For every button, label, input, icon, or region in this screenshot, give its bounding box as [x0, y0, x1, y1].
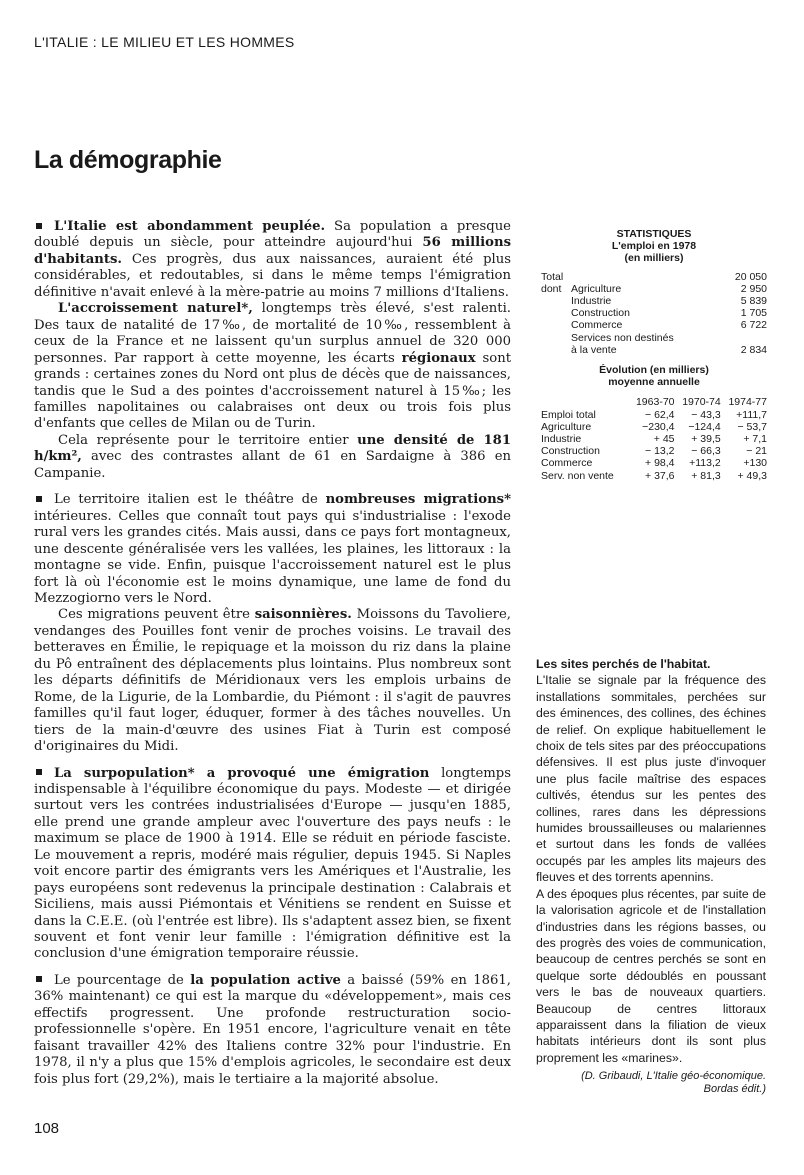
row-label: Services non destinés [571, 331, 674, 344]
page-number: 108 [34, 1120, 60, 1137]
employment-row [541, 344, 767, 356]
column-header: 1974-77 [728, 396, 767, 409]
employment-row [541, 307, 767, 319]
row-value: − 21 [746, 445, 767, 458]
row-label: Agriculture [571, 282, 622, 295]
evolution-table-title: Évolution (en milliers) [599, 364, 709, 377]
row-value: 2 834 [740, 343, 767, 356]
row-label: Serv. non vente [541, 469, 614, 482]
row-value: 20 050 [734, 270, 767, 283]
row-prefix: dont [541, 282, 562, 295]
employment-row [541, 283, 767, 295]
row-value: − 62,4 [645, 408, 675, 421]
row-value: − 43,3 [691, 408, 721, 421]
row-prefix: Total [541, 270, 564, 283]
row-value: +113,2 [689, 457, 721, 470]
row-value: 1 705 [740, 307, 767, 320]
paragraph-density: Cela représente pour le territoire entier une densité de 181 h/km², avec des contrastes allant de 61 en Sardaigne à 386 en Campanie. [34, 432, 511, 481]
row-label: Commerce [541, 457, 593, 470]
evolution-row [541, 457, 767, 469]
row-value: +130 [743, 457, 767, 470]
statistics-box [541, 228, 767, 482]
employment-table-subtitle: (en milliers) [624, 252, 684, 265]
employment-row [541, 271, 767, 283]
row-value: + 37,6 [645, 469, 675, 482]
evolution-row [541, 409, 767, 421]
row-label: Commerce [571, 319, 623, 332]
row-label: à la vente [571, 343, 617, 356]
row-prefix [541, 319, 571, 331]
row-value: + 7,1 [743, 433, 767, 446]
page-title: La démographie [34, 146, 222, 174]
evolution-table-subtitle: moyenne annuelle [608, 376, 700, 389]
employment-table-title: L'emploi en 1978 [611, 240, 697, 253]
row-value: − 13,2 [645, 445, 675, 458]
column-header: 1963-70 [635, 396, 675, 409]
sidebar-source: (D. Gribaudi, L'Italie géo-économique. Bordas édit.) [581, 1070, 766, 1096]
row-value: 6 722 [740, 319, 767, 332]
paragraph-population: L'Italie est abondamment peuplée. Sa population a presque doublé depuis un siècle, pour atteindre aujourd'hui 56 millions d'habitants. Ces progrès, dus aux naissances, auraient été plus considérables, et redoutables, si dans le même temps l'émigration définitive n'avait enlevé à la mère-patrie au moins 7 millions d'Italiens. [34, 219, 511, 300]
employment-row [541, 319, 767, 331]
row-value: − 66,3 [691, 445, 721, 458]
row-label: Industrie [541, 433, 582, 446]
sidebar-paragraph: A des époques plus récentes, par suite de la valorisation agricole et de l'installation d'industries dans les régions basses, ou des progrès des voies de communication, beaucoup de centres perchés se sont en quelque sorte dédoublés en poussant vers le bas de nouveaux quartiers. Beaucoup de centres littoraux apparaissent dans la filiation de vieux habitats intérieurs dont ils sont plus proprement les «marines». [536, 886, 766, 1065]
row-label [571, 271, 720, 283]
row-value: + 45 [653, 433, 675, 446]
evolution-row [541, 421, 767, 433]
sidebar-box [536, 656, 766, 1096]
running-title: L'ITALIE : LE MILIEU ET LES HOMMES [34, 34, 295, 50]
employment-row [541, 332, 767, 344]
row-value [720, 332, 767, 344]
bullet-square-icon [36, 769, 42, 775]
row-value: +111,7 [736, 408, 767, 421]
paragraph-emigration: La surpopulation* a provoqué une émigration longtemps indispensable à l'équilibre économique du pays. Modeste — et dirigée surtout vers les contrées industrialisées d'Europe — jusqu'en 1885, elle prend une grande ampleur avec l'ouverture des pays neufs : le maximum se place de 1900 à 1914. Elle se réduit en période fasciste. Le mouvement a repris, modéré mais régulier, depuis 1945. Si Naples voit encore partir des émigrants vers les Amériques et l'Australie, les pays européens sont redevenus la principale destination : Calabrais et Siciliens, mais aussi Piémontais et Vénitiens se rendent en Suisse et dans la C.E.E. (où l'entrée est libre). Ils s'adaptent assez bien, se fixent souvent et font venir leur famille : l'émigration définitive est la conclusion d'une émigration temporaire réussie. [34, 765, 511, 962]
bullet-square-icon [36, 496, 42, 502]
row-value: − 53,7 [737, 420, 767, 433]
row-value: + 81,3 [691, 469, 721, 482]
row-prefix [541, 307, 571, 319]
evolution-table [541, 396, 767, 481]
row-value: −124,4 [688, 420, 721, 433]
paragraph-active-population: Le pourcentage de la population active a baissé (59% en 1861, 36% maintenant) ce qui est la marque du «développement», mais ces effectifs progressent. Une profonde restructuration socio-professionnelle s'opère. En 1951 encore, l'agriculture venait en tête faisant travailler 42% des Italiens contre 32% pour l'industrie. En 1978, il n'y a plus que 15% d'emplois agricoles, le secondaire est deux fois plus fort (29,2%), mais le tertiaire a la majorité absolue. [34, 972, 511, 1087]
paragraph-migrations: Le territoire italien est le théâtre de nombreuses migrations* intérieures. Celles que connaît tout pays qui s'industrialise : l'exode rural vers les grandes cités. Mais aussi, dans ce pays fort montagneux, une descente généralisée vers les vallées, les plaines, les littoraux : la montagne se vide. Enfin, puisque l'accroissement naturel est le plus fort là où l'économie est le moins dynamique, une lame de fond du Mezzogiorno vers le Nord. [34, 492, 511, 606]
row-label: Emploi total [541, 408, 596, 421]
row-prefix [541, 332, 571, 344]
sidebar-heading: Les sites perchés de l'habitat. [536, 657, 711, 671]
bullet-square-icon [36, 976, 42, 982]
column-header: 1970-74 [682, 396, 721, 409]
employment-table [541, 271, 767, 356]
row-value: 2 950 [740, 282, 767, 295]
evolution-row [541, 433, 767, 445]
row-label: Agriculture [541, 420, 592, 433]
row-value: −230,4 [642, 420, 675, 433]
row-value: + 39,5 [691, 433, 721, 446]
row-prefix [541, 344, 571, 356]
stats-heading: STATISTIQUES [616, 228, 692, 240]
row-label: Construction [541, 445, 600, 458]
evolution-row [541, 470, 767, 482]
row-value: + 49,3 [737, 469, 767, 482]
row-value: + 98,4 [645, 457, 675, 470]
bullet-square-icon [36, 223, 42, 229]
sidebar-paragraph: L'Italie se signale par la fréquence des installations sommitales, perchées sur des éminences, des collines, des échines de relief. On explique habituellement le choix de tels sites par des préoccupations défensives. Il est plus juste d'invoquer une plus facile maîtrise des espaces cultivés, étendus sur les pentes des collines, rares dans les dépressions humides broussailleuses ou malariennes et surtout dans les fonds de vallées occupés par les amples lits majeurs des fleuves et des torrents apennins. [536, 673, 766, 885]
row-prefix [541, 295, 571, 307]
column-header [541, 396, 628, 408]
evolution-row [541, 445, 767, 457]
employment-row [541, 295, 767, 307]
row-label: Industrie [571, 295, 612, 308]
paragraph-natural-growth: L'accroissement naturel*, longtemps très élevé, s'est ralenti. Des taux de natalité de 17‰, de mortalité de 10‰, ressemblent à ceux de la France et ne laissent qu'un surplus annuel de 320 000 personnes. Par rapport à cette moyenne, les écarts régionaux sont grands : certaines zones du Nord ont plus de décès que de naissances, tandis que le Sud a des pointes d'accroissement naturel à 15‰; les familles napolitaines ou calabraises ont deux ou trois fois plus d'enfants que celles de Milan ou de Turin. [34, 301, 511, 432]
row-value: 5 839 [740, 295, 767, 308]
row-label: Construction [571, 307, 630, 320]
main-text [34, 219, 511, 1088]
paragraph-seasonal: Ces migrations peuvent être saisonnières. Moissons du Tavoliere, vendanges des Pouilles font venir de proches voisins. Le travail des betteraves en Émilie, le repiquage et la moisson du riz dans la plaine du Pô entraînent des déplacements plus lointains. Plus nombreux sont les départs définitifs de Méridionaux vers les emplois urbains de Rome, de la Ligurie, de la Lombardie, du Piémont : il s'agit de pauvres familles qu'il faut loger, éduquer, former à des tâches nouvelles. Un tiers de la main-d'œuvre des usines Fiat à Turin est composé d'originaires du Midi. [34, 607, 511, 755]
